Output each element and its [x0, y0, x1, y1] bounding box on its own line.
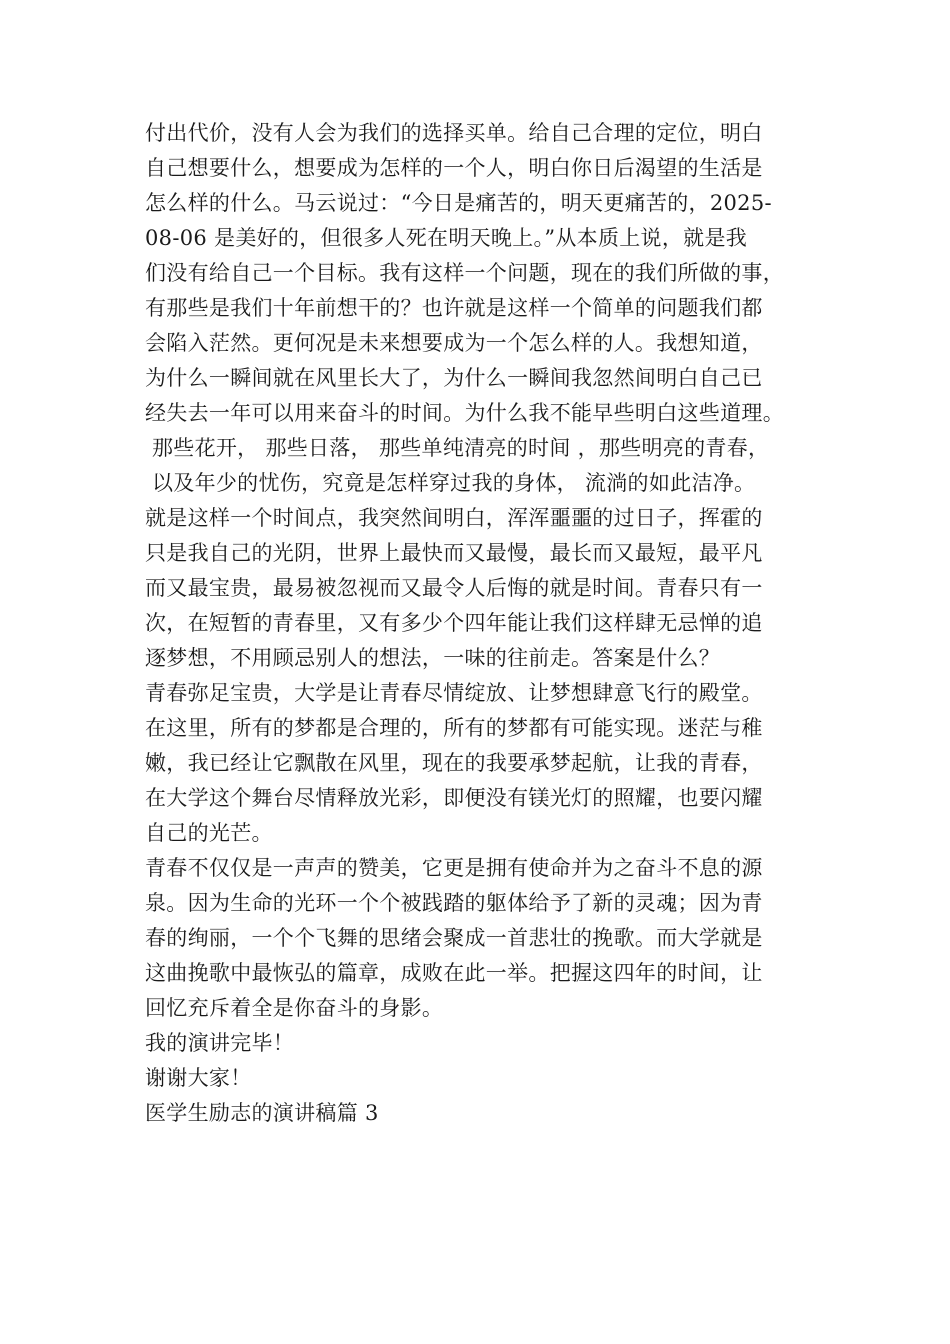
text-line: 而又最宝贵，最易被忽视而又最令人后悔的就是时间。青春只有一 — [145, 576, 763, 600]
text-line: 在大学这个舞台尽情释放光彩，即便没有镁光灯的照耀，也要闪耀 — [145, 786, 763, 810]
text-line: 泉。因为生命的光环一个个被践踏的躯体给予了新的灵魂；因为青 — [145, 891, 763, 915]
closing-line: 我的演讲完毕！ — [145, 1031, 295, 1055]
text-line: 逐梦想，不用顾忌别人的想法，一味的往前走。答案是什么？ — [145, 646, 721, 670]
text-line: 怎么样的什么。马云说过：“今日是痛苦的，明天更痛苦的，2025- — [145, 191, 772, 215]
text-line: 为什么一瞬间就在风里长大了，为什么一瞬间我忽然间明白自己已 — [145, 366, 763, 390]
text-line: 08-06 是美好的，但很多人死在明天晚上。”从本质上说，就是我 — [145, 226, 748, 250]
thanks-line: 谢谢大家！ — [145, 1066, 252, 1090]
text-line: 那些花开， 那些日落， 那些单纯清亮的时间 ，那些明亮的青春， — [145, 436, 770, 460]
text-line: 经失去一年可以用来奋斗的时间。为什么我不能早些明白这些道理。 — [145, 401, 784, 425]
text-line: 付出代价，没有人会为我们的选择买单。给自己合理的定位，明白 — [145, 121, 763, 145]
section-heading: 医学生励志的演讲稿篇 3 — [145, 1101, 379, 1125]
text-line: 春的绚丽，一个个飞舞的思绪会聚成一首悲壮的挽歌。而大学就是 — [145, 926, 763, 950]
text-line: 们没有给自己一个目标。我有这样一个问题，现在的我们所做的事， — [145, 261, 784, 285]
text-line: 青春弥足宝贵，大学是让青春尽情绽放、让梦想肆意飞行的殿堂。 — [145, 681, 763, 705]
text-line: 自己想要什么，想要成为怎样的一个人，明白你日后渴望的生活是 — [145, 156, 763, 180]
text-line: 就是这样一个时间点，我突然间明白，浑浑噩噩的过日子，挥霍的 — [145, 506, 763, 530]
text-line: 以及年少的忧伤，究竟是怎样穿过我的身体， 流淌的如此洁净。 — [145, 471, 756, 495]
text-line: 在这里，所有的梦都是合理的，所有的梦都有可能实现。迷茫与稚 — [145, 716, 763, 740]
text-line: 自己的光芒。 — [145, 821, 273, 845]
text-line: 次，在短暂的青春里，又有多少个四年能让我们这样肆无忌惮的追 — [145, 611, 763, 635]
text-line: 只是我自己的光阴，世界上最快而又最慢，最长而又最短，最平凡 — [145, 541, 763, 565]
text-line: 嫩，我已经让它飘散在风里，现在的我要承梦起航，让我的青春， — [145, 751, 763, 775]
document-body — [145, 116, 815, 1131]
text-line: 会陷入茫然。更何况是未来想要成为一个怎么样的人。我想知道， — [145, 331, 763, 355]
text-line: 这曲挽歌中最恢弘的篇章，成败在此一举。把握这四年的时间，让 — [145, 961, 763, 985]
text-line: 有那些是我们十年前想干的？也许就是这样一个简单的问题我们都 — [145, 296, 763, 320]
text-line: 回忆充斥着全是你奋斗的身影。 — [145, 996, 444, 1020]
text-line: 青春不仅仅是一声声的赞美，它更是拥有使命并为之奋斗不息的源 — [145, 856, 763, 880]
